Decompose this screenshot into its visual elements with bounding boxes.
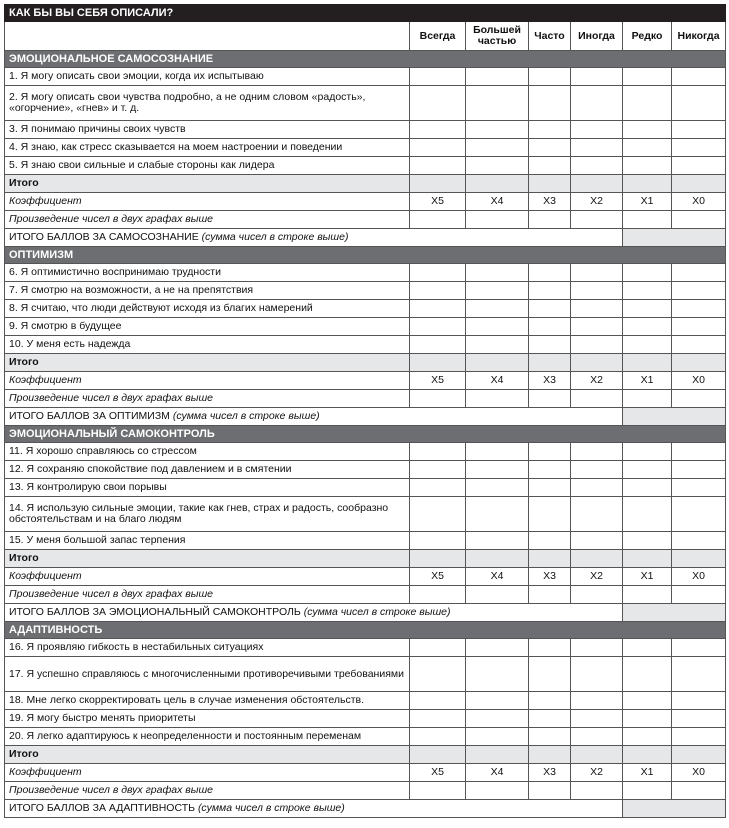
coefficient-value: X0 [672,764,726,782]
coefficient-value: X4 [466,193,529,211]
subtotal-row [5,550,726,568]
answer-cell[interactable] [466,336,529,354]
product-cell[interactable] [672,586,726,604]
answer-cell[interactable] [672,121,726,139]
question-row [5,282,726,300]
product-cell[interactable] [571,782,623,800]
answer-cell[interactable] [623,300,672,318]
subtotal-cell[interactable] [571,354,623,372]
answer-cell[interactable] [672,443,726,461]
answer-cell[interactable] [672,461,726,479]
coefficient-value: X1 [623,568,672,586]
answer-cell[interactable] [571,639,623,657]
answer-cell[interactable] [672,68,726,86]
product-cell[interactable] [623,390,672,408]
total-label [5,408,623,426]
answer-cell[interactable] [623,461,672,479]
question-text: 16. Я проявляю гибкость в нестабильных ситуациях [5,639,410,657]
product-cell[interactable] [672,211,726,229]
answer-cell[interactable] [410,639,466,657]
subtotal-cell[interactable] [466,354,529,372]
answer-cell[interactable] [410,336,466,354]
question-text: 18. Мне легко скорректировать цель в случае изменения обстоятельств. [5,692,410,710]
product-row [5,390,726,408]
total-row [5,229,726,247]
answer-cell[interactable] [571,710,623,728]
column-header: Большей частью [466,22,529,51]
question-text: 19. Я могу быстро менять приоритеты [5,710,410,728]
answer-cell[interactable] [571,497,623,532]
coefficient-value: X5 [410,764,466,782]
answer-cell[interactable] [410,300,466,318]
question-text: 10. У меня есть надежда [5,336,410,354]
total-score-cell[interactable] [623,800,726,818]
answer-cell[interactable] [571,692,623,710]
answer-cell[interactable] [571,264,623,282]
product-label: Произведение чисел в двух графах выше [5,211,410,229]
coefficient-value: X5 [410,372,466,390]
answer-cell[interactable] [410,282,466,300]
product-label: Произведение чисел в двух графах выше [5,586,410,604]
section-header [5,51,726,68]
coefficient-value: X1 [623,764,672,782]
subtotal-label: Итого [5,354,410,372]
answer-cell[interactable] [410,461,466,479]
answer-cell[interactable] [529,68,571,86]
total-row [5,604,726,622]
question-text: 1. Я могу описать свои эмоции, когда их испытываю [5,68,410,86]
coefficient-row [5,568,726,586]
total-row [5,800,726,818]
answer-cell[interactable] [466,139,529,157]
total-note: (сумма чисел в строке выше) [172,410,320,422]
answer-cell[interactable] [410,710,466,728]
section-header [5,426,726,443]
section-title: ОПТИМИЗМ [5,247,726,264]
answer-cell[interactable] [529,336,571,354]
coefficient-label: Коэффициент [5,193,410,211]
subtotal-cell[interactable] [410,746,466,764]
coefficient-value: X0 [672,193,726,211]
coefficient-value: X2 [571,764,623,782]
total-label-text: ИТОГО БАЛЛОВ ЗА АДАПТИВНОСТЬ [9,802,196,814]
question-row [5,461,726,479]
product-label: Произведение чисел в двух графах выше [5,390,410,408]
subtotal-cell[interactable] [623,746,672,764]
answer-cell[interactable] [410,728,466,746]
answer-cell[interactable] [672,497,726,532]
coefficient-value: X3 [529,372,571,390]
answer-cell[interactable] [623,443,672,461]
answer-cell[interactable] [466,86,529,121]
total-label [5,604,623,622]
product-cell[interactable] [410,390,466,408]
answer-cell[interactable] [571,157,623,175]
coefficient-label: Коэффициент [5,372,410,390]
answer-cell[interactable] [410,692,466,710]
header-row [5,22,726,51]
question-text: 8. Я считаю, что люди действуют исходя из благих намерений [5,300,410,318]
question-text: 15. У меня большой запас терпения [5,532,410,550]
answer-cell[interactable] [672,728,726,746]
answer-cell[interactable] [672,336,726,354]
subtotal-label: Итого [5,746,410,764]
answer-cell[interactable] [623,139,672,157]
subtotal-cell[interactable] [410,354,466,372]
answer-cell[interactable] [623,264,672,282]
answer-cell[interactable] [571,86,623,121]
total-label-text: ИТОГО БАЛЛОВ ЗА ОПТИМИЗМ [9,410,170,422]
subtotal-cell[interactable] [571,550,623,568]
product-cell[interactable] [410,586,466,604]
coefficient-value: X5 [410,568,466,586]
product-label: Произведение чисел в двух графах выше [5,782,410,800]
answer-cell[interactable] [410,443,466,461]
coefficient-row [5,764,726,782]
question-text: 7. Я смотрю на возможности, а не на препятствия [5,282,410,300]
product-row [5,211,726,229]
answer-cell[interactable] [529,318,571,336]
answer-cell[interactable] [410,68,466,86]
product-cell[interactable] [672,782,726,800]
answer-cell[interactable] [571,443,623,461]
product-cell[interactable] [623,211,672,229]
total-label [5,800,623,818]
answer-cell[interactable] [529,461,571,479]
coefficient-value: X1 [623,372,672,390]
product-cell[interactable] [466,390,529,408]
answer-cell[interactable] [571,336,623,354]
product-cell[interactable] [410,211,466,229]
page-title: КАК БЫ ВЫ СЕБЯ ОПИСАЛИ? [5,5,726,22]
answer-cell[interactable] [672,282,726,300]
answer-cell[interactable] [623,532,672,550]
column-header: Редко [623,22,672,51]
coefficient-value: X0 [672,372,726,390]
subtotal-cell[interactable] [623,550,672,568]
question-row [5,86,726,121]
question-text: 12. Я сохраняю спокойствие под давлением и в смятении [5,461,410,479]
subtotal-cell[interactable] [672,354,726,372]
answer-cell[interactable] [410,86,466,121]
section-title: ЭМОЦИОНАЛЬНЫЙ САМОКОНТРОЛЬ [5,426,726,443]
answer-cell[interactable] [466,68,529,86]
product-cell[interactable] [529,211,571,229]
header-blank [5,22,410,51]
answer-cell[interactable] [672,532,726,550]
product-cell[interactable] [571,586,623,604]
answer-cell[interactable] [529,728,571,746]
product-row [5,782,726,800]
question-row [5,443,726,461]
answer-cell[interactable] [529,639,571,657]
question-row [5,121,726,139]
answer-cell[interactable] [466,497,529,532]
answer-cell[interactable] [623,318,672,336]
answer-cell[interactable] [529,532,571,550]
column-header: Никогда [672,22,726,51]
subtotal-cell[interactable] [529,354,571,372]
product-cell[interactable] [672,390,726,408]
subtotal-cell[interactable] [466,746,529,764]
answer-cell[interactable] [672,710,726,728]
answer-cell[interactable] [571,479,623,497]
question-text: 5. Я знаю свои сильные и слабые стороны как лидера [5,157,410,175]
answer-cell[interactable] [571,318,623,336]
coefficient-value: X1 [623,193,672,211]
question-row [5,728,726,746]
total-note: (сумма чисел в строке выше) [201,231,349,243]
answer-cell[interactable] [410,139,466,157]
coefficient-value: X2 [571,372,623,390]
coefficient-row [5,193,726,211]
answer-cell[interactable] [623,639,672,657]
coefficient-value: X4 [466,764,529,782]
answer-cell[interactable] [571,657,623,692]
answer-cell[interactable] [571,728,623,746]
answer-cell[interactable] [466,121,529,139]
subtotal-cell[interactable] [529,746,571,764]
answer-cell[interactable] [410,157,466,175]
answer-cell[interactable] [623,282,672,300]
answer-cell[interactable] [410,479,466,497]
question-text: 3. Я понимаю причины своих чувств [5,121,410,139]
subtotal-cell[interactable] [571,175,623,193]
product-cell[interactable] [571,211,623,229]
question-text: 13. Я контролирую свои порывы [5,479,410,497]
answer-cell[interactable] [623,68,672,86]
product-cell[interactable] [466,782,529,800]
answer-cell[interactable] [571,532,623,550]
answer-cell[interactable] [529,710,571,728]
product-cell[interactable] [410,782,466,800]
answer-cell[interactable] [672,139,726,157]
answer-cell[interactable] [410,121,466,139]
question-row [5,68,726,86]
answer-cell[interactable] [529,282,571,300]
answer-cell[interactable] [623,728,672,746]
subtotal-cell[interactable] [410,175,466,193]
question-row [5,657,726,692]
question-text: 9. Я смотрю в будущее [5,318,410,336]
total-score-cell[interactable] [623,604,726,622]
answer-cell[interactable] [672,692,726,710]
answer-cell[interactable] [466,461,529,479]
product-row [5,586,726,604]
answer-cell[interactable] [623,336,672,354]
coefficient-value: X0 [672,568,726,586]
subtotal-cell[interactable] [529,550,571,568]
subtotal-label: Итого [5,550,410,568]
question-text: 6. Я оптимистично воспринимаю трудности [5,264,410,282]
answer-cell[interactable] [571,282,623,300]
answer-cell[interactable] [623,710,672,728]
answer-cell[interactable] [623,497,672,532]
question-text: 20. Я легко адаптируюсь к неопределенности и постоянным переменам [5,728,410,746]
coefficient-value: X3 [529,193,571,211]
question-row [5,639,726,657]
product-cell[interactable] [623,586,672,604]
product-cell[interactable] [466,586,529,604]
answer-cell[interactable] [466,657,529,692]
answer-cell[interactable] [672,264,726,282]
answer-cell[interactable] [466,728,529,746]
coefficient-row [5,372,726,390]
answer-cell[interactable] [466,157,529,175]
answer-cell[interactable] [466,710,529,728]
answer-cell[interactable] [623,86,672,121]
answer-cell[interactable] [466,300,529,318]
answer-cell[interactable] [623,657,672,692]
coefficient-label: Коэффициент [5,568,410,586]
column-header: Часто [529,22,571,51]
question-text: 2. Я могу описать свои чувства подробно, а не одним словом «радость», «огорчение», «гнев» и т. д. [5,86,410,121]
answer-cell[interactable] [466,479,529,497]
coefficient-value: X3 [529,764,571,782]
subtotal-row [5,354,726,372]
total-note: (сумма чисел в строке выше) [303,606,451,618]
question-text: 11. Я хорошо справляюсь со стрессом [5,443,410,461]
answer-cell[interactable] [466,282,529,300]
answer-cell[interactable] [529,443,571,461]
answer-cell[interactable] [529,497,571,532]
question-row [5,300,726,318]
coefficient-value: X2 [571,193,623,211]
subtotal-cell[interactable] [571,746,623,764]
title-row [5,5,726,22]
subtotal-cell[interactable] [672,550,726,568]
product-cell[interactable] [571,390,623,408]
answer-cell[interactable] [410,657,466,692]
subtotal-row [5,175,726,193]
answer-cell[interactable] [571,121,623,139]
column-header: Всегда [410,22,466,51]
answer-cell[interactable] [466,264,529,282]
answer-cell[interactable] [571,461,623,479]
total-row [5,408,726,426]
total-score-cell[interactable] [623,408,726,426]
total-label [5,229,623,247]
self-assessment-table [4,4,726,818]
subtotal-cell[interactable] [623,354,672,372]
question-row [5,710,726,728]
answer-cell[interactable] [672,318,726,336]
total-note: (сумма чисел в строке выше) [197,802,345,814]
answer-cell[interactable] [623,121,672,139]
answer-cell[interactable] [410,532,466,550]
answer-cell[interactable] [571,139,623,157]
question-text: 14. Я использую сильные эмоции, такие как гнев, страх и радость, сообразно обстоятельствам и на благо людям [5,497,410,532]
answer-cell[interactable] [571,68,623,86]
answer-cell[interactable] [672,639,726,657]
section-header [5,622,726,639]
question-row [5,264,726,282]
column-header: Иногда [571,22,623,51]
total-label-text: ИТОГО БАЛЛОВ ЗА ЭМОЦИОНАЛЬНЫЙ САМОКОНТРОЛЬ [9,606,301,618]
coefficient-value: X3 [529,568,571,586]
subtotal-cell[interactable] [623,175,672,193]
question-row [5,139,726,157]
answer-cell[interactable] [466,692,529,710]
coefficient-value: X2 [571,568,623,586]
answer-cell[interactable] [529,157,571,175]
subtotal-row [5,746,726,764]
subtotal-cell[interactable] [466,175,529,193]
question-row [5,497,726,532]
question-text: 17. Я успешно справляюсь с многочисленными противоречивыми требованиями [5,657,410,692]
answer-cell[interactable] [410,318,466,336]
answer-cell[interactable] [672,479,726,497]
answer-cell[interactable] [410,497,466,532]
subtotal-cell[interactable] [672,746,726,764]
answer-cell[interactable] [466,639,529,657]
section-header [5,247,726,264]
answer-cell[interactable] [672,300,726,318]
answer-cell[interactable] [672,657,726,692]
answer-cell[interactable] [410,264,466,282]
coefficient-value: X4 [466,568,529,586]
section-title: АДАПТИВНОСТЬ [5,622,726,639]
coefficient-value: X4 [466,372,529,390]
subtotal-label: Итого [5,175,410,193]
product-cell[interactable] [529,390,571,408]
subtotal-cell[interactable] [529,175,571,193]
answer-cell[interactable] [529,300,571,318]
product-cell[interactable] [466,211,529,229]
coefficient-label: Коэффициент [5,764,410,782]
answer-cell[interactable] [529,121,571,139]
question-row [5,479,726,497]
answer-cell[interactable] [466,318,529,336]
answer-cell[interactable] [623,479,672,497]
answer-cell[interactable] [623,692,672,710]
answer-cell[interactable] [466,443,529,461]
total-score-cell[interactable] [623,229,726,247]
answer-cell[interactable] [529,264,571,282]
coefficient-value: X5 [410,193,466,211]
answer-cell[interactable] [571,300,623,318]
subtotal-cell[interactable] [466,550,529,568]
subtotal-cell[interactable] [410,550,466,568]
question-row [5,692,726,710]
answer-cell[interactable] [672,157,726,175]
answer-cell[interactable] [529,657,571,692]
answer-cell[interactable] [672,86,726,121]
answer-cell[interactable] [466,532,529,550]
product-cell[interactable] [623,782,672,800]
question-row [5,318,726,336]
section-title: ЭМОЦИОНАЛЬНОЕ САМОСОЗНАНИЕ [5,51,726,68]
product-cell[interactable] [529,782,571,800]
answer-cell[interactable] [623,157,672,175]
question-text: 4. Я знаю, как стресс сказывается на моем настроении и поведении [5,139,410,157]
answer-cell[interactable] [529,86,571,121]
answer-cell[interactable] [529,139,571,157]
answer-cell[interactable] [529,479,571,497]
subtotal-cell[interactable] [672,175,726,193]
answer-cell[interactable] [529,692,571,710]
total-label-text: ИТОГО БАЛЛОВ ЗА САМОСОЗНАНИЕ [9,231,199,243]
question-row [5,532,726,550]
question-row [5,336,726,354]
question-row [5,157,726,175]
product-cell[interactable] [529,586,571,604]
